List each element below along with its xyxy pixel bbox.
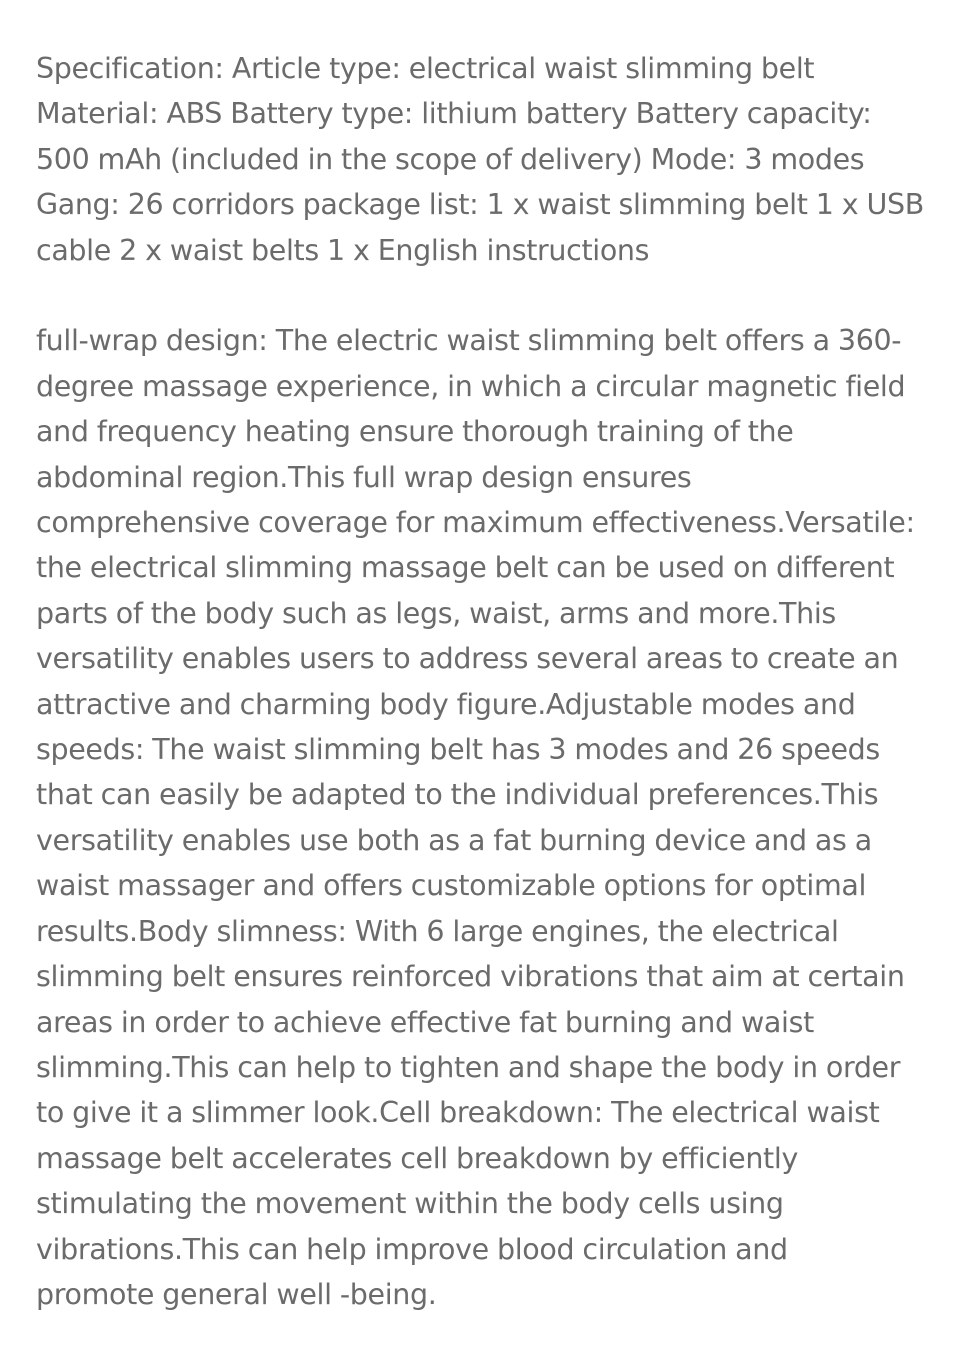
features-paragraph: full-wrap design: The electric waist slimming belt offers a 360- degree massage experience, in which a circular magnetic field and frequency heating ensure thorough training of the abdominal region.This full wrap design ensures comprehensive coverage for maximum effectiveness.Versatile: the electrical slimming massage belt can be used on different parts of the body such as legs, waist, arms and more.This versatility enables users to address several areas to create an attractive and charming body figure.Adjustable modes and speeds: The waist slimming belt has 3 modes and 26 speeds that can easily be adapted to the individual preferences.This versatility enables use both as a fat burning device and as a waist massager and offers customizable options for optimal results.Body slimness: With 6 large engines, the electrical slimming belt ensures reinforced vibrations that aim at certain areas in order to achieve effective fat burning and waist slimming.This can help to tighten and shape the body in order to give it a slimmer look.Cell breakdown: The electrical waist massage belt accelerates cell breakdown by efficiently stimulating the movement within the body cells using vibrations.This can help improve blood circulation and promote general well -being. — [36, 324, 915, 1311]
specification-paragraph: Specification: Article type: electrical waist slimming belt Material: ABS Battery type: lithium battery Battery capacity: 500 mAh (included in the scope of delivery) Mode: 3 modes Gang: 26 corridors package list: 1 x waist slimming belt 1 x USB cable 2 x waist belts 1 x English instructions — [36, 52, 924, 267]
product-description — [36, 46, 936, 1317]
